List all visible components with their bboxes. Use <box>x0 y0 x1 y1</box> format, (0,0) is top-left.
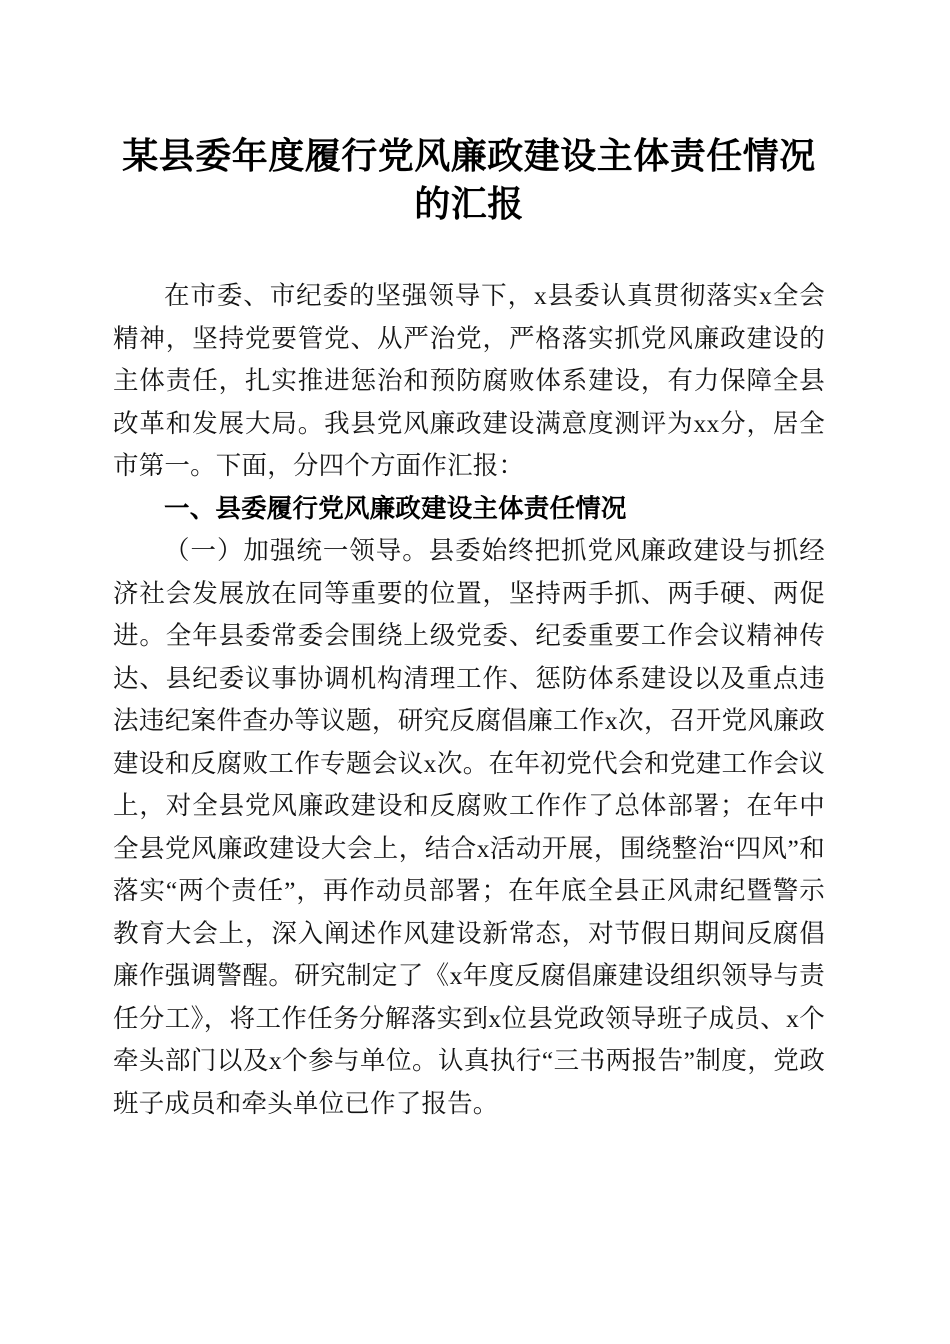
opening-paragraph: 在市委、市纪委的坚强领导下，x县委认真贯彻落实x全会精神，坚持党要管党、从严治党，严格落实抓党风廉政建设的主体责任，扎实推进惩治和预防腐败体系建设，有力保障全县改革和发展大局。我县党风廉政建设满意度测评为xx分，居全市第一。下面，分四个方面作汇报： <box>113 281 825 480</box>
page-title: 某县委年度履行党风廉政建设主体责任情况的汇报 <box>122 135 816 224</box>
document-content-area <box>113 0 825 1125</box>
section-heading-1: 一、县委履行党风廉政建设主体责任情况 <box>164 494 627 523</box>
subsection-1-paragraph: （一）加强统一领导。县委始终把抓党风廉政建设与抓经济社会发展放在同等重要的位置，坚持两手抓、两手硬、两促进。全年县委常委会围绕上级党委、纪委重要工作会议精神传达、县纪委议事协调机构清理工作、惩防体系建设以及重点违法违纪案件查办等议题，研究反腐倡廉工作x次，召开党风廉政建设和反腐败工作专题会议x次。在年初党代会和党建工作会议上，对全县党风廉政建设和反腐败工作作了总体部署；在年中全县党风廉政建设大会上，结合x活动开展，围绕整治“四风”和落实“两个责任”，再作动员部署；在年底全县正风肃纪暨警示教育大会上，深入阐述作风建设新常态，对节假日期间反腐倡廉作强调警醒。研究制定了《x年度反腐倡廉建设组织领导与责任分工》，将工作任务分解落实到x位县党政领导班子成员、x个牵头部门以及x个参与单位。认真执行“三书两报告”制度，党政班子成员和牵头单位已作了报告。 <box>113 536 825 1118</box>
